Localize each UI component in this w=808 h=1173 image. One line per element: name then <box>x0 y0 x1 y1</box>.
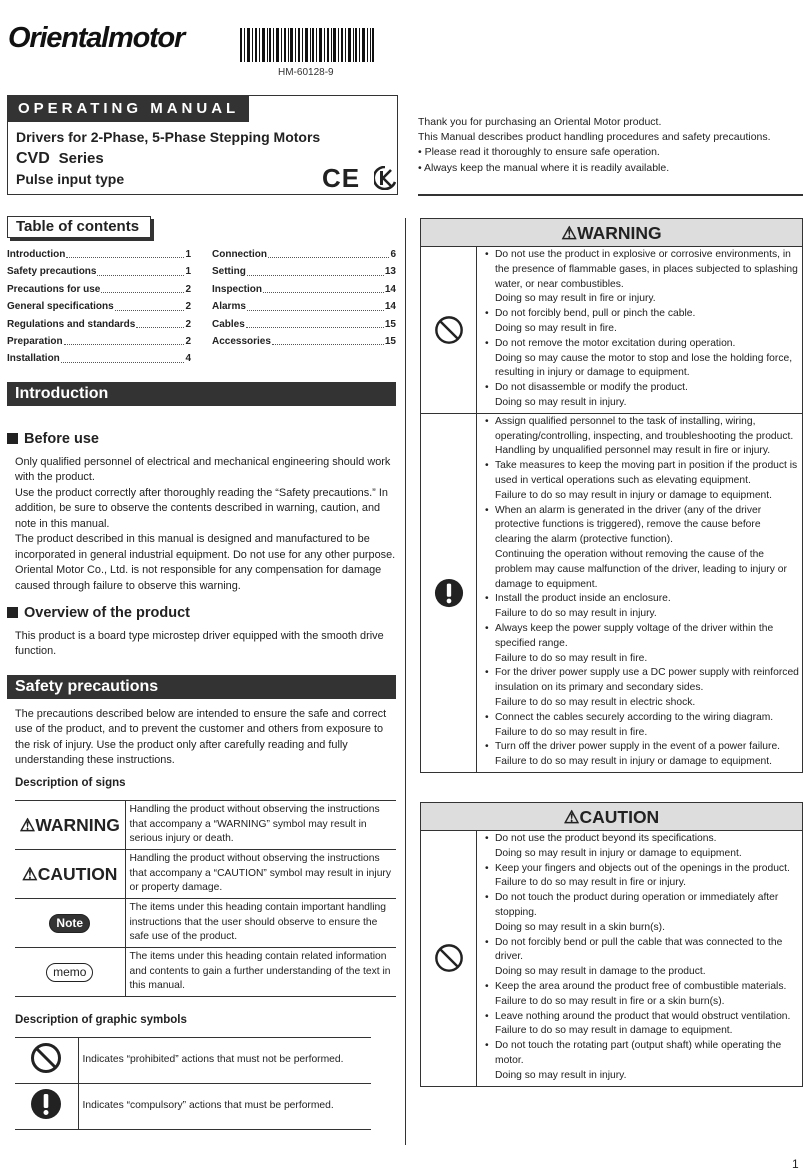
prohibited-icon <box>434 943 464 973</box>
sign-description: The items under this heading contain important handling instructions that the user should observe to ensure the safe use of the product. <box>125 899 396 948</box>
warning-prohibited-row <box>421 247 802 414</box>
toc-entry[interactable] <box>7 263 191 280</box>
toc-label: Regulations and standards <box>7 318 136 330</box>
toc-label: General specifications <box>7 301 114 313</box>
caution-box <box>420 802 803 1087</box>
intro-bullet: • Please read it thoroughly to ensure safe operation. <box>418 146 660 159</box>
toc-entry[interactable] <box>212 246 396 263</box>
toc-page: 13 <box>384 266 396 278</box>
caution-prohibited-row <box>421 831 802 1086</box>
graphic-description: Indicates “prohibited” actions that must not be performed. <box>78 1038 371 1084</box>
toc-page: 2 <box>185 301 191 313</box>
product-type: Pulse input type <box>16 171 125 187</box>
compulsory-icon <box>30 1088 62 1120</box>
warning-box <box>420 218 803 773</box>
toc-page: 14 <box>384 283 396 295</box>
precaution-item: • Do not remove the motor excitation during operation. Doing so may cause the motor to stop and lose the holding force, resulting in injury or damage to equipment. <box>485 337 799 381</box>
note-symbol: Note <box>49 914 90 933</box>
warning-title: WARNING <box>577 223 662 243</box>
toc-page: 2 <box>185 336 191 348</box>
toc-page: 6 <box>390 249 396 260</box>
precaution-item: • Do not forcibly bend, pull or pinch the cable. Doing so may result in fire. <box>485 307 799 337</box>
precaution-item: • Take measures to keep the moving part in position if the product is used in vertical operations such as elevating equipment. Failure to do so may result in injury or damage to equipment. <box>485 459 799 503</box>
precaution-item: • Connect the cables securely according to the wiring diagram. Failure to do so may result in fire. <box>485 711 799 741</box>
page-number: 1 <box>792 1157 799 1171</box>
precaution-item: • Do not touch the product during operation or immediately after stopping. Doing so may result in a skin burn(s). <box>485 891 799 935</box>
warning-compulsory-list <box>485 415 799 770</box>
toc-page: 15 <box>384 318 396 330</box>
ce-mark <box>322 160 396 197</box>
graphic-symbols-heading: Description of graphic symbols <box>15 1014 187 1026</box>
toc-entry[interactable] <box>212 333 396 350</box>
sign-description: Handling the product without observing the instructions that accompany a “CAUTION” symbol may result in injury or property damage. <box>125 850 396 899</box>
warning-prohibited-list <box>485 248 799 411</box>
signs-heading: Description of signs <box>15 777 126 789</box>
precaution-item: • Keep your fingers and objects out of the openings in the product. Failure to do so may result in fire or injury. <box>485 862 799 892</box>
toc-left-column <box>7 246 191 368</box>
warning-symbol: ⚠WARNING <box>19 814 120 835</box>
table-row <box>15 801 396 850</box>
precaution-item: • Keep the area around the product free of combustible materials. Failure to do so may result in fire or a skin burn(s). <box>485 980 799 1010</box>
precaution-item: • Do not use the product in explosive or corrosive environments, in the presence of flammable gases, in places subjected to splashing water, or near combustibles. Doing so may result in fire or injury. <box>485 248 799 307</box>
table-row <box>15 899 396 948</box>
oriental-motor-logo: Orientalmotor <box>8 22 185 54</box>
caution-symbol: ⚠CAUTION <box>22 863 118 884</box>
toc-title: Table of contents <box>7 216 151 238</box>
caution-symbol-text: CAUTION <box>37 863 118 884</box>
toc-entry[interactable] <box>212 281 396 298</box>
toc-label: Connection <box>212 249 267 260</box>
before-use-heading: Before use <box>7 429 99 450</box>
table-row <box>15 1084 371 1130</box>
precaution-item: • Do not forcibly bend or pull the cable that was connected to the driver. Doing so may result in damage to the product. <box>485 936 799 980</box>
precaution-item: • Turn off the driver power supply in the event of a power failure. Failure to do so may result in injury or damage to equipment. <box>485 740 799 770</box>
toc-page: 2 <box>185 318 191 330</box>
toc-label: Precautions for use <box>7 283 101 295</box>
precaution-item: • For the driver power supply use a DC power supply with reinforced insulation on its primary and secondary sides. Failure to do so may result in electric shock. <box>485 666 799 710</box>
toc-page: 2 <box>185 283 191 295</box>
sign-description: The items under this heading contain related information and contents to gain a further understanding of the text in this manual. <box>125 948 396 997</box>
toc-entry[interactable] <box>212 316 396 333</box>
before-use-text: Only qualified personnel of electrical and mechanical engineering should work with the product. Use the product correctly after thoroughly reading the “Safety precautions.” In addition, be sure to observe the contents described in warning, caution, and note in this manual. The product described in this manual is designed and manufactured to be incorporated in general industrial equipment. Do not use for any other purpose. Oriental Motor Co., Ltd. is not responsible for any compensation for damage caused through failure to observe this warning. <box>15 456 396 592</box>
table-row <box>15 1038 371 1084</box>
toc-label: Setting <box>212 266 246 278</box>
safety-precautions-heading: Safety precautions <box>7 675 396 699</box>
toc-label: Installation <box>7 353 60 365</box>
intro-line: This Manual describes product handling procedures and safety precautions. <box>418 131 771 144</box>
caution-prohibited-list <box>485 832 799 1084</box>
toc-label: Preparation <box>7 336 63 348</box>
toc-entry[interactable] <box>7 350 191 367</box>
kc-mark-icon <box>374 166 396 190</box>
intro-line: Thank you for purchasing an Oriental Motor product. <box>418 116 662 128</box>
toc-right-column <box>212 246 396 350</box>
overview-text: This product is a board type microstep driver equipped with the smooth drive function. <box>15 630 384 658</box>
ce-mark-text: CE <box>322 163 361 193</box>
toc-entry[interactable] <box>7 298 191 315</box>
product-subtitle: Drivers for 2-Phase, 5-Phase Stepping Motors <box>16 129 321 145</box>
toc-page: 4 <box>185 353 191 365</box>
toc-entry[interactable] <box>212 263 396 280</box>
intro-text <box>418 115 803 176</box>
series-word: Series <box>58 150 104 167</box>
toc-entry[interactable] <box>7 246 191 263</box>
series-name <box>16 148 104 171</box>
warning-symbol-text: WARNING <box>35 814 120 835</box>
toc-page: 14 <box>384 301 396 313</box>
precaution-item: • Do not use the product beyond its specifications. Doing so may result in injury or damage to equipment. <box>485 832 799 862</box>
safety-text: The precautions described below are intended to ensure the safe and correct use of the product, and to prevent the customer and others from exposure to the risk of injury. Use the product only after carefully reading and fully understanding these instructions. <box>15 708 387 767</box>
caution-header: ⚠CAUTION <box>421 803 802 831</box>
precaution-item: • Do not disassemble or modify the product. Doing so may result in injury. <box>485 381 799 411</box>
prohibited-icon <box>30 1042 62 1074</box>
toc-entry[interactable] <box>7 333 191 350</box>
graphic-description: Indicates “compulsory” actions that must be performed. <box>78 1084 371 1130</box>
table-row <box>15 948 396 997</box>
toc-entry[interactable] <box>212 298 396 315</box>
toc-label: Accessories <box>212 336 271 348</box>
toc-page: 15 <box>384 336 396 348</box>
introduction-heading: Introduction <box>7 382 396 406</box>
toc-entry[interactable] <box>7 281 191 298</box>
column-divider <box>405 218 406 1145</box>
toc-page: 1 <box>185 249 191 260</box>
barcode-image <box>240 28 374 62</box>
graphic-symbols-table <box>15 1037 371 1130</box>
compulsory-icon <box>434 578 464 608</box>
intro-bullet: • Always keep the manual where it is readily available. <box>418 161 670 174</box>
warning-compulsory-row <box>421 414 802 772</box>
precaution-item: • Leave nothing around the product that would obstruct ventilation. Failure to do so may result in damage to equipment. <box>485 1010 799 1040</box>
toc-label: Safety precautions <box>7 266 97 278</box>
precaution-item: • Install the product inside an enclosure. Failure to do so may result in injury. <box>485 592 799 622</box>
precaution-item: • Do not touch the rotating part (output shaft) while operating the motor. Doing so may result in injury. <box>485 1039 799 1083</box>
toc-label: Introduction <box>7 249 66 260</box>
overview-heading: Overview of the product <box>7 603 190 624</box>
operating-manual-label: OPERATING MANUAL <box>8 96 249 122</box>
toc-label: Alarms <box>212 301 246 313</box>
caution-title: CAUTION <box>579 807 660 827</box>
toc-page: 1 <box>185 266 191 278</box>
precaution-item: • Assign qualified personnel to the task of installing, wiring, operating/controlling, inspecting, and troubleshooting the product. Handling by unqualified personnel may result in fire or injury. <box>485 415 799 459</box>
precaution-item: • Always keep the power supply voltage of the driver within the specified range. Failure to do so may result in fire. <box>485 622 799 666</box>
sign-description: Handling the product without observing the instructions that accompany a “WARNING” symbol may result in serious injury or death. <box>125 801 396 850</box>
toc-label: Cables <box>212 318 245 330</box>
memo-symbol: memo <box>46 963 93 982</box>
document-number: HM-60128-9 <box>278 67 334 78</box>
warning-header: ⚠WARNING <box>421 219 802 247</box>
precaution-item: • When an alarm is generated in the driver (any of the driver protective functions is triggered), remove the cause before clearing the alarm (protective function). Continuing the operation without removing the cause of the problem may cause malfunction of the driver, leading to injury or damage to equipment. <box>485 504 799 593</box>
toc-entry[interactable] <box>7 316 191 333</box>
series-code: CVD <box>16 150 50 167</box>
toc-label: Inspection <box>212 283 263 295</box>
divider <box>418 194 803 196</box>
signs-table <box>15 800 396 997</box>
prohibited-icon <box>434 315 464 345</box>
table-row <box>15 850 396 899</box>
